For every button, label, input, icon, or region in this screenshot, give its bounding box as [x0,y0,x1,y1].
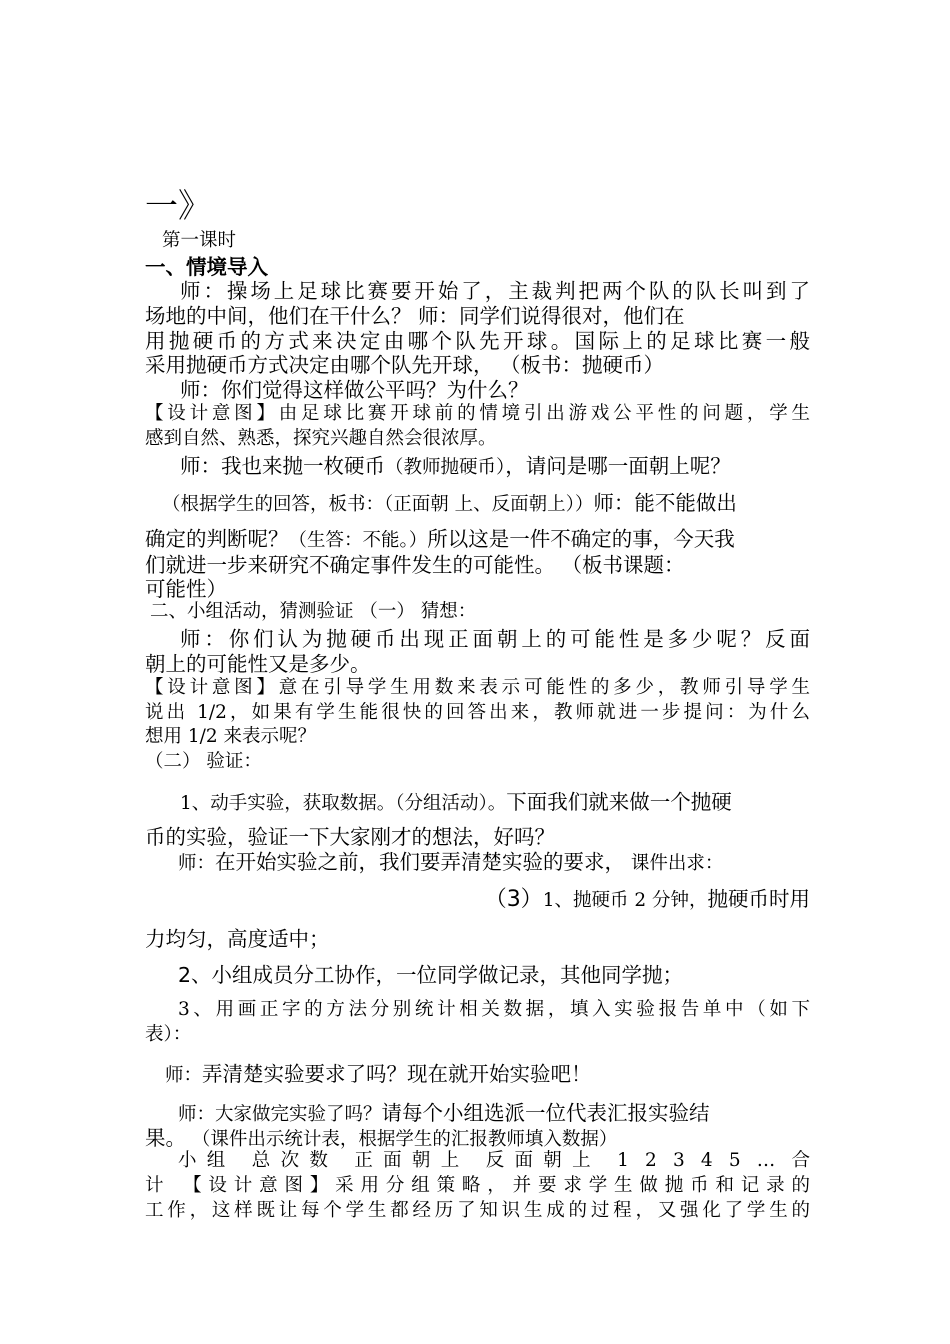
design-intent-line: 感到自然、熟悉，探究兴趣自然会很浓厚。 [145,428,497,449]
paragraph-line: 表）： [145,1024,192,1045]
paragraph-line: 们就进一步来研究不确定事件发生的可能性。 （板书课题： [145,553,685,577]
paragraph-line: 1、动手实验，获取数据。（分组活动）。下面我们就来做一个抛硬 [180,790,732,814]
paragraph-line: 可能性） [145,577,227,601]
paragraph-line: （根据学生的回答，板书：（正面朝 上、反面朝上））师：能不能做出 [162,491,737,515]
paragraph-line: 师：你们认为抛硬币出现正面朝上的可能性是多少呢？反面 [180,627,810,651]
paragraph-line: 师：操场上足球比赛要开始了，主裁判把两个队的队长叫到了 [180,279,810,303]
paragraph-line: 师：大家做完实验了吗？请每个小组选派一位代表汇报实验结 [178,1101,710,1125]
paragraph-line: 场地的中间，他们在干什么？ 师：同学们说得很对，他们在 [145,304,685,328]
design-intent-line: 【设计意图】意在引导学生用数来表示可能性的多少，教师引导学生 [145,677,810,698]
document-title-continued: 一》 [145,186,211,225]
paragraph-line: 师：弄清楚实验要求了吗？现在就开始实验吧！ [165,1062,592,1086]
design-intent-line: 【设计意图】由足球比赛开球前的情境引出游戏公平性的问题，学生 [145,403,810,424]
paragraph-line: 师：在开始实验之前，我们要弄清楚实验的要求， 课件出求： [178,850,724,874]
paragraph-line: 师：你们觉得这样做公平吗？为什么？ [180,378,529,402]
paragraph-line: 确定的判断呢？（生答：不能。）所以这是一件不确定的事，今天我 [145,527,735,551]
lesson-label: 第一课时 [162,230,237,251]
paragraph-line: 用抛硬币的方式来决定由哪个队先开球。国际上的足球比赛一般 [145,329,810,353]
paragraph-line: 2、小组成员分工协作，一位同学做记录，其他同学抛； [178,963,684,987]
paragraph-line: 采用抛硬币方式决定由哪个队先开球， （板书：抛硬币） [145,353,665,377]
paragraph-line: 朝上的可能性又是多少。 [145,652,371,676]
table-header-line: 小组 总次数 正面朝上 反面朝上 1 2 3 4 5 … 合 [178,1150,810,1171]
section-heading-2: 二、小组活动，猜测验证 （一） 猜想： [150,601,477,622]
design-intent-line: 说出 1/2，如果有学生能很快的回答出来，教师就进一步提问：为什么 [145,702,810,723]
design-intent-line: 想用 1/2 来表示呢？ [145,726,317,747]
paragraph-line: 3、用画正字的方法分别统计相关数据，填入实验报告单中（如下 [178,999,810,1020]
paragraph-line: （3）1、抛硬币 2 分钟，抛硬币时用 [484,887,810,912]
paragraph-line: 果。 （课件出示统计表，根据学生的汇报教师填入数据） [145,1126,618,1150]
paragraph-line: 师：我也来抛一枚硬币（教师抛硬币），请问是哪一面朝上呢？ [180,454,731,478]
paragraph-line: 币的实验，验证一下大家刚才的想法，好吗？ [145,825,555,849]
paragraph-line: 力均匀，高度适中； [145,927,330,951]
section-heading-1: 一、情境导入 [145,255,268,279]
design-intent-line: 工作，这样既让每个学生都经历了知识生成的过程，又强化了学生的 [145,1200,810,1221]
design-intent-line: 计 【设计意图】采用分组策略，并要求学生做抛币和记录的 [145,1175,810,1196]
section-heading-3: （二） 验证： [145,751,262,772]
